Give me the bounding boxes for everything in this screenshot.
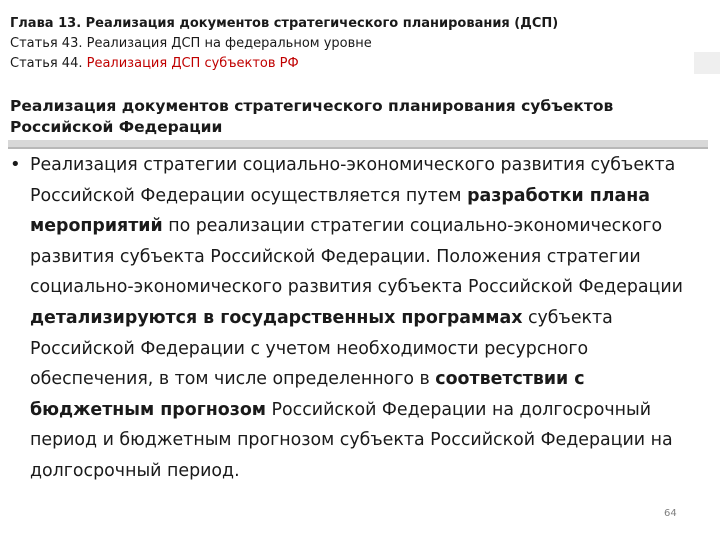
bullet-text-segment: по реализации стратегии социально-экономического развития субъекта Российской Федерации. Положения стратегии социально-экономического развития субъекта Российской Федерации xyxy=(30,216,683,298)
article-44-prefix: Статья 44. xyxy=(10,56,87,71)
slide-content xyxy=(10,150,700,487)
article-43-text: Статья 43. Реализация ДСП на федеральном уровне xyxy=(10,36,372,51)
article-44-highlight: Реализация ДСП субъектов РФ xyxy=(86,56,299,71)
bullet-text-segment: субъекта Российской Федерации с учетом необходимости ресурсного обеспечения, в том числе определенного в xyxy=(30,307,613,390)
bullet-text xyxy=(30,150,700,487)
bullet-text-emphasis: детализируются в государственных программах xyxy=(30,307,523,328)
section-title: Реализация документов стратегического планирования субъектов Российской Федерации xyxy=(10,97,614,136)
decorative-accent xyxy=(694,52,720,74)
page-number: 64 xyxy=(664,508,677,519)
bullet-item xyxy=(10,150,700,487)
title-divider xyxy=(8,140,708,149)
chapter-title: Глава 13. Реализация документов стратегического планирования (ДСП) xyxy=(10,16,559,31)
bullet-text-segment: Российской Федерации на долгосрочный период и бюджетным прогнозом субъекта Российской Федерации на долгосрочный период. xyxy=(30,399,673,481)
bullet-marker: • xyxy=(10,154,21,175)
chapter-header xyxy=(10,14,670,74)
article-44 xyxy=(10,54,670,74)
bullet-text-emphasis: разработки плана мероприятий xyxy=(30,185,650,237)
bullet-text-emphasis: соответствии с бюджетным прогнозом xyxy=(30,369,585,420)
article-43 xyxy=(10,34,670,54)
bullet-text-segment: Реализация стратегии социально-экономического развития субъекта Российской Федерации осуществляется путем xyxy=(30,155,676,206)
